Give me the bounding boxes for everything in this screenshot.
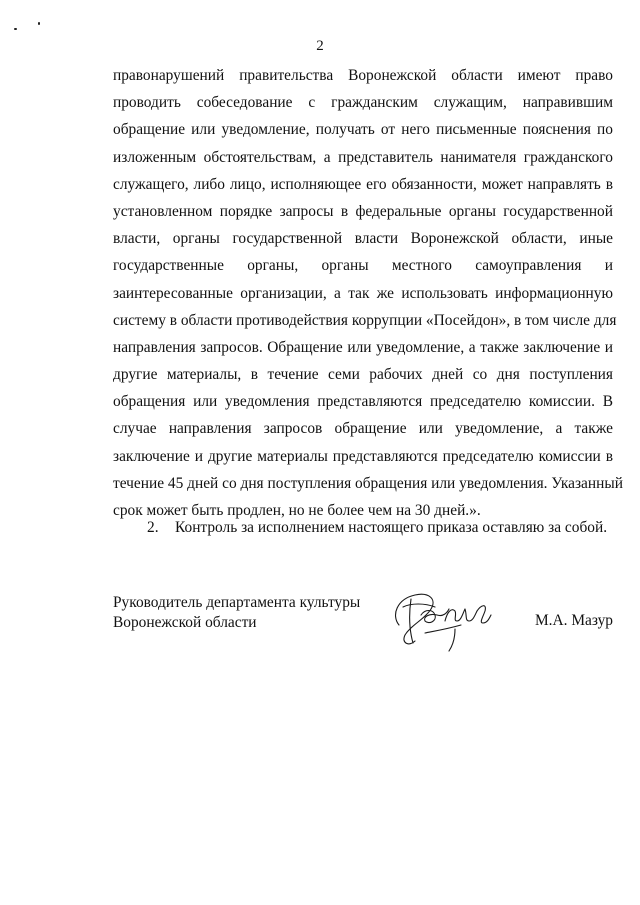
text-line: установленном порядке запросы в федеральные органы государственной [113,202,613,220]
handwritten-signature [385,585,505,655]
text-line: изложенным обстоятельствам, а представитель нанимателя гражданского [113,148,613,166]
page-number: 2 [316,38,324,54]
list-item-number: 2. [147,519,159,536]
signer-position-line: Руководитель департамента культуры [113,594,361,611]
list-item-text: Контроль за исполнением настоящего приказа оставляю за собой. [175,519,608,536]
text-line: течение 45 дней со дня поступления обращения или уведомления. Указанный [113,474,623,492]
signer-name: М.А. Мазур [534,612,613,629]
signature-block [113,593,613,673]
text-line: заключение и другие материалы представляются председателю комиссии в [113,447,613,465]
text-line: другие материалы, в течение семи рабочих дней со дня поступления [113,366,613,384]
text-line: государственные органы, органы местного самоуправления и [113,257,613,275]
list-item-2 [147,514,613,541]
text-line: систему в области противодействия коррупции «Посейдон», в том числе для [113,311,617,329]
text-line: случае направления запросов обращение или уведомление, а также [113,420,613,438]
signer-position [113,593,360,633]
text-line: направления запросов. Обращение или уведомление, а также заключение и [113,338,613,356]
text-line: проводить собеседование с гражданским служащим, направившим [113,94,613,112]
signer-position-line: Воронежской области [113,614,257,631]
text-line: обращение или уведомление, получать от него письменные пояснения по [113,121,613,139]
scan-speck [14,28,17,30]
text-line: правонарушений правительства Воронежской области имеют право [113,67,613,84]
scan-speck [38,22,40,25]
text-line: служащего, либо лицо, исполняющее его обязанности, может направлять в [113,175,613,193]
paragraph [113,62,623,524]
text-line: срок может быть продлен, но не более чем на 30 дней.». [113,502,481,519]
text-line: обращения или уведомления представляются председателю комиссии. В [113,393,613,411]
text-line: власти, органы государственной власти Воронежской области, иные [113,230,613,248]
text-line: заинтересованные организации, а так же использовать информационную [113,284,613,302]
